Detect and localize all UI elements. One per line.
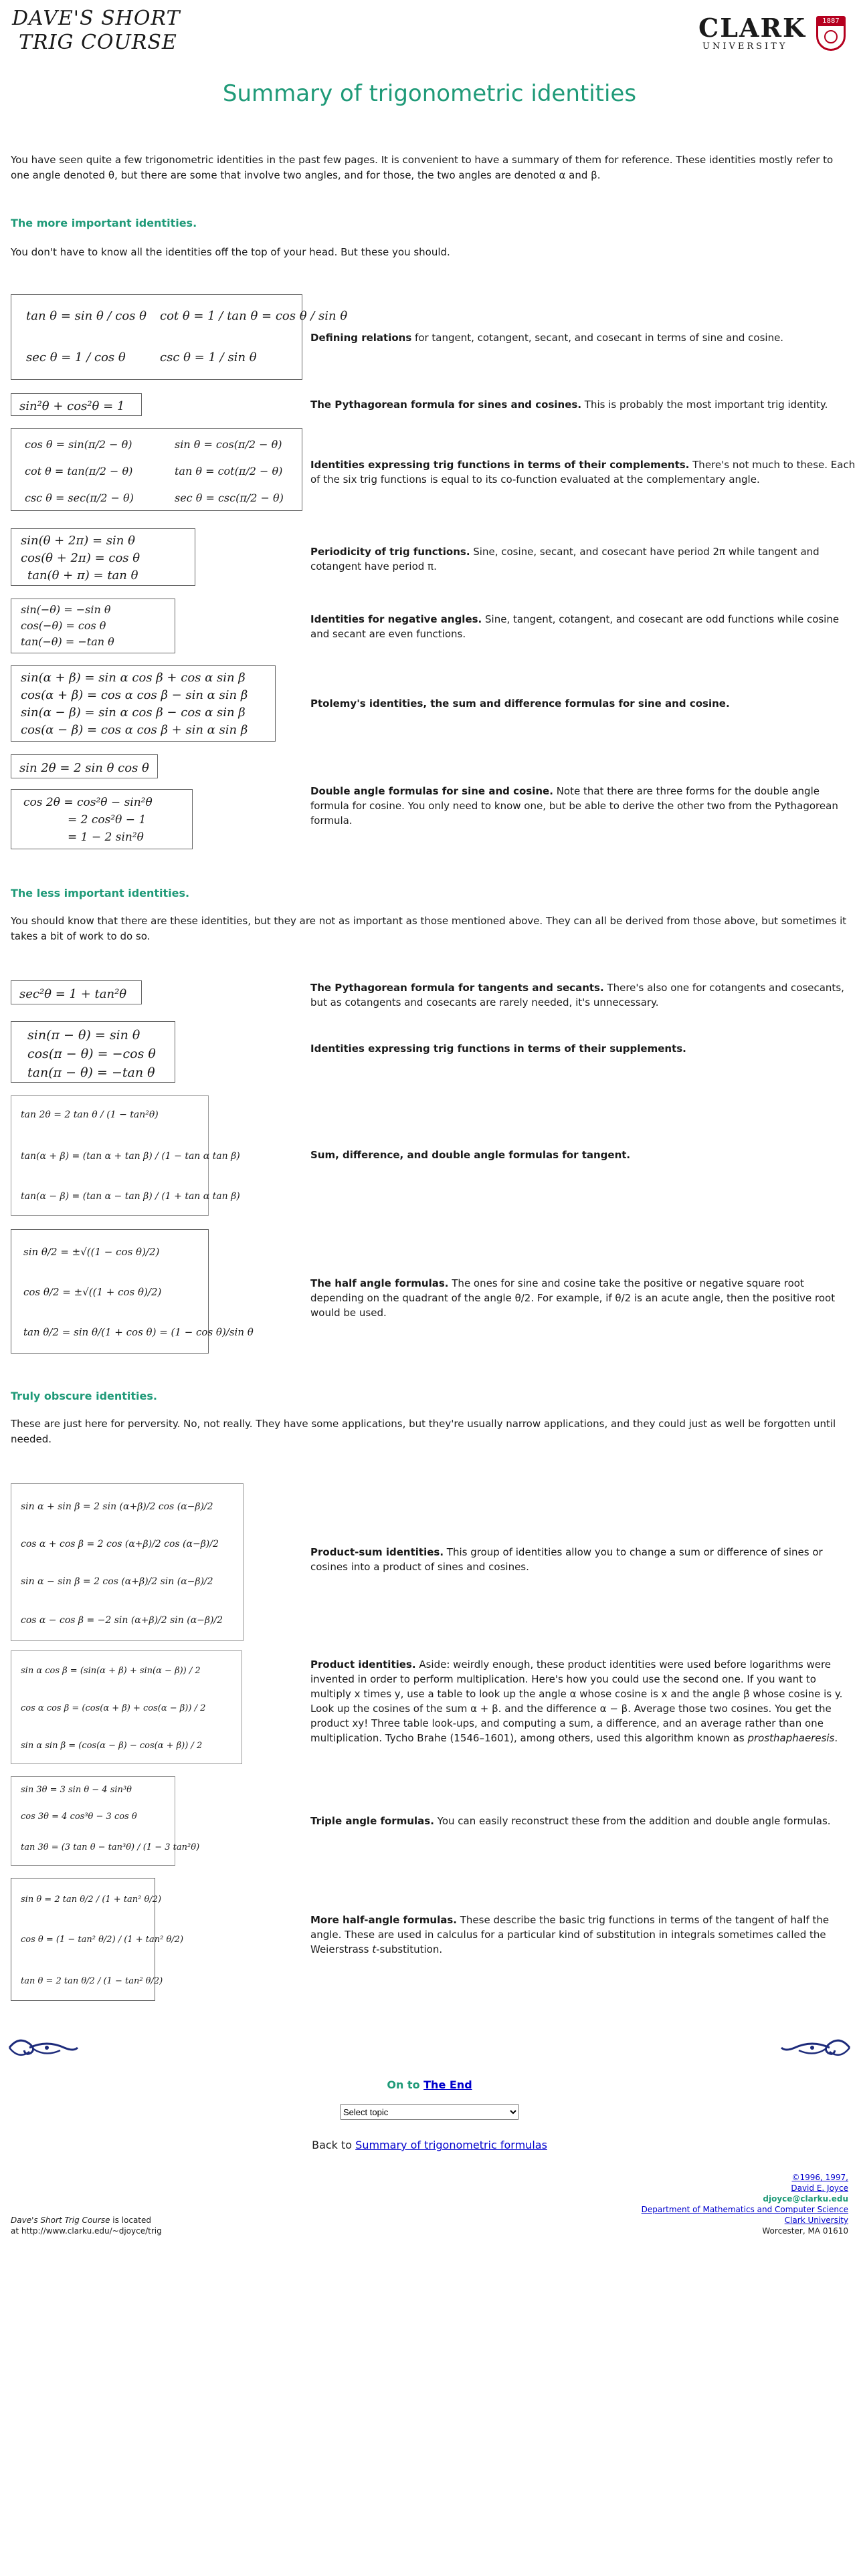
course-title-line2: TRIG COURSE [19, 31, 177, 54]
less-important-heading: The less important identities. [11, 887, 190, 899]
description-product [310, 1657, 859, 1745]
identity-row-periodicity [11, 528, 848, 592]
formula-product-1: sin α cos β = (sin(α + β) + sin(α − β)) / 2 [21, 1666, 201, 1676]
formula-comp-3b: sec θ = csc(π/2 − θ) [175, 492, 284, 504]
identity-row-pythagorean [11, 393, 848, 420]
formula-comp-3a: csc θ = sec(π/2 − θ) [25, 492, 134, 504]
formula-per-2: cos(θ + 2π) = cos θ [21, 551, 140, 565]
back-nav [0, 2137, 859, 2154]
identity-row-half-angle [11, 1229, 848, 1356]
important-heading: The more important identities. [11, 217, 197, 229]
description-lead: The Pythagorean formula for sines and cosines. [310, 399, 582, 411]
formula-box-product-sum [11, 1483, 244, 1641]
identity-row-tangent [11, 1095, 848, 1219]
formula-double-cos-3: = 1 − 2 sin²θ [68, 831, 144, 844]
description-lead: Product identities. [310, 1658, 416, 1671]
logo-clark-text: CLARK [698, 13, 807, 43]
description-text: The ones for sine and cosine take the positive or negative square root depending on the quadrant of the angle θ/2. For example, if θ/2 is an acute angle, then the positive root would be used. [310, 1277, 836, 1319]
formula-box-product [11, 1650, 242, 1764]
next-page-nav [0, 2077, 859, 2094]
description-tangent [310, 1148, 859, 1162]
located-text: is located [110, 2216, 151, 2225]
identity-row-triple [11, 1776, 848, 1870]
formula-ptolemy-3: sin(α − β) = sin α cos β − cos α sin β [21, 706, 246, 720]
description-text: Note that there are three forms for the double angle formula for cosine. You only need to know one, but be able to derive the other two from the Pythagorean formula. [310, 785, 838, 827]
formula-triple-tan: tan 3θ = (3 tan θ − tan³θ) / (1 − 3 tan²θ) [21, 1842, 200, 1852]
description-text: These describe the basic trig functions in terms of the tangent of half the angle. These are used in calculus for a particular kind of substitution in integrals sometimes called the Weierstrass [310, 1914, 830, 1955]
identity-row-double-angle [11, 754, 848, 855]
description-complements [310, 457, 859, 487]
description-text: This group of identities allow you to change a sum or difference of sines or cosines into a product of sines and cosines. [310, 1546, 823, 1573]
formula-box-negative [11, 599, 175, 653]
description-text: Aside: weirdly enough, these product identities were used before logarithms were invented in order to perform multiplication. Here's how you could use the second one. If you want to multiply x times y, use a table to look up the angle α whose cosine is x and the angle β whose cosine is y. Look up the cosines of the sum α + β. and the difference α − β. Average those two cosines. You get the product xy! Three table look-ups, and computing a sum, a difference, and an average rather than one multiplication. Tycho Brahe (1546–1601), among others, used this algorithm known as [310, 1658, 843, 1744]
page-header [0, 0, 859, 74]
formula-comp-1a: cos θ = sin(π/2 − θ) [25, 438, 132, 451]
formula-per-3: tan(θ + π) = tan θ [27, 568, 138, 582]
formula-box-pythagorean-tan [11, 980, 142, 1004]
formula-pythagorean-tan: sec²θ = 1 + tan²θ [19, 987, 127, 1001]
formula-more-half-cos: cos θ = (1 − tan² θ/2) / (1 + tan² θ/2) [21, 1935, 184, 1945]
description-lead: Sum, difference, and double angle formulas for tangent. [310, 1149, 631, 1161]
formula-csc-def: csc θ = 1 / sin θ [160, 350, 257, 364]
formula-double-cos-1: cos 2θ = cos²θ − sin²θ [23, 796, 153, 809]
formula-product-sum-2: cos α + cos β = 2 cos (α+β)/2 cos (α−β)/2 [21, 1539, 219, 1549]
description-text: You can easily reconstruct these from the addition and double angle formulas. [434, 1815, 831, 1827]
description-text: Sine, tangent, cotangent, and cosecant are odd functions while cosine and secant are even functions. [310, 613, 840, 640]
description-text: There's not much to these. Each of the six trig functions is equal to its co-function evaluated at the complementary angle. [310, 459, 856, 486]
formula-sup-2: cos(π − θ) = −cos θ [27, 1047, 156, 1061]
identity-row-more-half [11, 1878, 848, 2005]
department-link[interactable]: Department of Mathematics and Computer Science [641, 2205, 848, 2214]
description-more-half [310, 1913, 859, 1957]
identity-row-negative [11, 599, 848, 659]
description-text: for tangent, cotangent, secant, and cosecant in terms of sine and cosine. [411, 332, 784, 344]
formula-sec-def: sec θ = 1 / cos θ [26, 350, 126, 364]
description-lead: The Pythagorean formula for tangents and secants. [310, 982, 604, 994]
less-important-text: You should know that there are these identities, but they are not as important as those mentioned above. They can all be derived from those above, but sometimes it takes a bit of work to do so. [11, 915, 847, 943]
formula-ptolemy-4: cos(α − β) = cos α cos β + sin α sin β [21, 723, 248, 737]
description-lead: More half-angle formulas. [310, 1914, 457, 1926]
formula-cot-def: cot θ = 1 / tan θ = cos θ / sin θ [160, 309, 348, 323]
university-link[interactable]: Clark University [784, 2216, 848, 2225]
description-defining [310, 330, 859, 345]
university-seal-icon [816, 16, 846, 51]
formula-neg-1: sin(−θ) = −sin θ [21, 603, 111, 616]
formula-tan-sum: tan(α + β) = (tan α + tan β) / (1 − tan α tan β) [21, 1151, 240, 1162]
description-lead: Double angle formulas for sine and cosine. [310, 785, 553, 797]
identity-row-supplements [11, 1021, 848, 1088]
description-end: -substitution. [376, 1943, 443, 1955]
formula-triple-sin: sin 3θ = 3 sin θ − 4 sin³θ [21, 1785, 132, 1795]
formula-box-complements [11, 428, 302, 511]
formula-triple-cos: cos 3θ = 4 cos³θ − 3 cos θ [21, 1812, 137, 1822]
formula-box-supplements [11, 1021, 175, 1083]
description-lead: The half angle formulas. [310, 1277, 449, 1289]
footer-credits [642, 2172, 848, 2236]
address: Worcester, MA 01610 [762, 2226, 848, 2236]
formula-box-more-half [11, 1878, 184, 2001]
identity-row-ptolemy [11, 665, 848, 746]
description-lead: Periodicity of trig functions. [310, 546, 470, 558]
description-lead: Product-sum identities. [310, 1546, 444, 1558]
description-lead: Identities expressing trig functions in terms of their complements. [310, 459, 690, 471]
description-emphasis: prosthaphaeresis [747, 1732, 835, 1744]
page-title: Summary of trigonometric identities [222, 80, 637, 107]
formula-tan-def: tan θ = sin θ / cos θ [26, 309, 147, 323]
formula-box-ptolemy [11, 665, 276, 742]
formula-box-periodicity [11, 528, 195, 586]
left-ornament-icon [7, 2033, 80, 2062]
identity-row-product [11, 1650, 848, 1771]
topic-select[interactable] [340, 2104, 519, 2120]
course-name: Dave's Short Trig Course [11, 2216, 110, 2225]
back-prefix: Back to [312, 2139, 356, 2151]
formula-comp-2b: tan θ = cot(π/2 − θ) [175, 465, 283, 477]
formula-comp-1b: sin θ = cos(π/2 − θ) [175, 438, 282, 451]
formula-ptolemy-2: cos(α + β) = cos α cos β − sin α sin β [21, 688, 248, 702]
formula-pythagorean: sin²θ + cos²θ = 1 [19, 399, 125, 413]
course-title[interactable] [12, 7, 181, 55]
formula-tan-double: tan 2θ = 2 tan θ / (1 − tan²θ) [21, 1109, 159, 1120]
formula-box-tangent [11, 1095, 240, 1216]
description-lead: Defining relations [310, 332, 412, 344]
description-half-angle [310, 1276, 859, 1320]
course-url: at http://www.clarku.edu/~djoyce/trig [11, 2226, 162, 2236]
formula-product-sum-4: cos α − cos β = −2 sin (α+β)/2 sin (α−β)/2 [21, 1615, 223, 1626]
course-title-line1: DAVE'S SHORT [12, 7, 181, 30]
identity-row-complements [11, 428, 856, 518]
description-text: This is probably the most important trig identity. [581, 399, 828, 411]
seal-year: 1887 [818, 17, 844, 26]
next-prefix: On to [387, 2078, 424, 2091]
seal-mark-icon [824, 30, 838, 43]
obscure-text: These are just here for perversity. No, not really. They have some applications, but they're usually narrow applications, and they could just as well be forgotten until needed. [11, 1418, 836, 1446]
formula-box-double-cos [11, 789, 193, 849]
formula-box-double-sin [11, 754, 158, 778]
formula-neg-2: cos(−θ) = cos θ [21, 619, 106, 632]
intro-paragraph: You have seen quite a few trigonometric identities in the past few pages. It is convenient to have a summary of them for reference. These identities mostly refer to one angle denoted θ, but there are some that involve two angles, and for those, the two angles are denoted α and β. [11, 154, 834, 182]
formula-product-sum-1: sin α + sin β = 2 sin (α+β)/2 cos (α−β)/2 [21, 1501, 213, 1512]
formula-double-cos-2: = 2 cos²θ − 1 [68, 813, 147, 827]
description-negative [310, 612, 859, 641]
description-text: There's also one for cotangents and cosecants, but as cotangents and cosecants are rarely needed, it's unnecessary. [310, 982, 844, 1008]
formula-box-defining [11, 294, 348, 380]
important-text: You don't have to know all the identities off the top of your head. But these you should. [11, 246, 450, 258]
next-page-link[interactable]: The End [423, 2078, 472, 2091]
description-lead: Ptolemy's identities, the sum and difference formulas for sine and cosine. [310, 697, 730, 710]
description-double-angle [310, 784, 859, 828]
description-supplements [310, 1041, 859, 1056]
formula-per-1: sin(θ + 2π) = sin θ [21, 534, 135, 548]
copyright-link[interactable]: ©1996, 1997, [791, 2173, 848, 2182]
formula-sup-3: tan(π − θ) = −tan θ [27, 1065, 155, 1080]
logo-university-text: UNIVERSITY [702, 41, 788, 51]
formula-tan-difference: tan(α − β) = (tan α − tan β) / (1 + tan α tan β) [21, 1191, 240, 1202]
description-periodicity [310, 544, 859, 574]
formula-box-triple [11, 1776, 200, 1866]
formula-more-half-sin: sin θ = 2 tan θ/2 / (1 + tan² θ/2) [21, 1895, 162, 1905]
description-triple [310, 1814, 859, 1828]
author-email[interactable]: djoyce@clarku.edu [763, 2194, 848, 2204]
description-lead: Triple angle formulas. [310, 1815, 434, 1827]
formula-box-pythagorean [11, 393, 142, 416]
identity-row-product-sum [11, 1483, 848, 1644]
identity-row-pythagorean-tan [11, 980, 848, 1007]
description-lead: Identities for negative angles. [310, 613, 482, 625]
formula-product-sum-3: sin α − sin β = 2 cos (α+β)/2 sin (α−β)/2 [21, 1576, 213, 1587]
description-pythagorean-tan [310, 980, 859, 1010]
back-link[interactable]: Summary of trigonometric formulas [355, 2139, 547, 2151]
author-link[interactable]: David E. Joyce [791, 2183, 848, 2193]
description-text: Sine, cosine, secant, and cosecant have period 2π while tangent and cotangent have period π. [310, 546, 820, 572]
formula-sup-1: sin(π − θ) = sin θ [27, 1028, 140, 1043]
footer-location [11, 2215, 162, 2236]
formula-half-sin: sin θ/2 = ±√((1 − cos θ)/2) [23, 1246, 160, 1258]
formula-more-half-tan: tan θ = 2 tan θ/2 / (1 − tan² θ/2) [21, 1976, 163, 1986]
formula-ptolemy-1: sin(α + β) = sin α cos β + cos α sin β [21, 671, 246, 685]
obscure-heading: Truly obscure identities. [11, 1390, 157, 1402]
formula-half-cos: cos θ/2 = ±√((1 + cos θ)/2) [23, 1286, 162, 1298]
formula-neg-3: tan(−θ) = −tan θ [21, 635, 114, 648]
formula-product-3: sin α sin β = (cos(α − β) − cos(α + β)) / 2 [21, 1741, 203, 1751]
clark-university-logo[interactable] [685, 13, 846, 53]
description-product-sum [310, 1545, 859, 1574]
formula-comp-2a: cot θ = tan(π/2 − θ) [25, 465, 133, 477]
description-t: t [372, 1943, 377, 1955]
formula-box-half-angle [11, 1229, 254, 1354]
formula-half-tan: tan θ/2 = sin θ/(1 + cos θ) = (1 − cos θ)/sin θ [23, 1326, 254, 1338]
formula-double-sin: sin 2θ = 2 sin θ cos θ [19, 761, 149, 775]
formula-product-2: cos α cos β = (cos(α + β) + cos(α − β)) / 2 [21, 1703, 206, 1713]
right-ornament-icon [779, 2033, 852, 2062]
description-end: . [834, 1732, 838, 1744]
description-ptolemy [310, 696, 859, 711]
identity-row-defining [11, 294, 848, 385]
description-lead: Identities expressing trig functions in terms of their supplements. [310, 1043, 686, 1055]
description-pythagorean [310, 397, 859, 412]
